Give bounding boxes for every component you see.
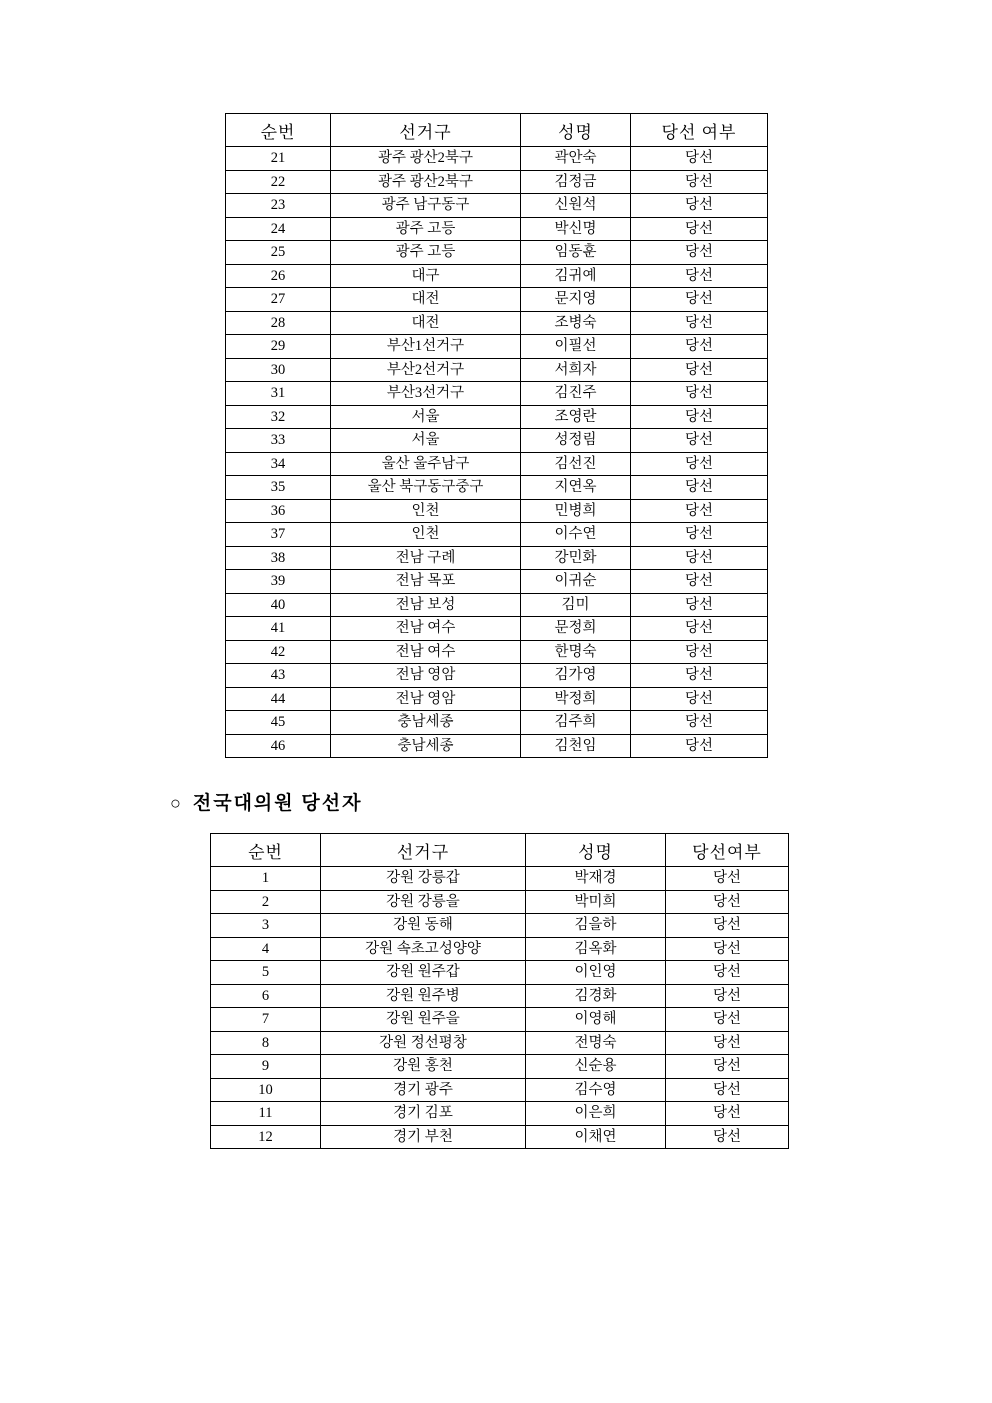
cell-district: 부산3선거구	[331, 382, 521, 406]
cell-result: 당선	[631, 147, 768, 171]
cell-district: 강원 원주병	[321, 984, 526, 1008]
table-2-body	[211, 867, 789, 1149]
cell-name: 곽안숙	[521, 147, 631, 171]
cell-result: 당선	[631, 617, 768, 641]
cell-name: 이은희	[526, 1102, 666, 1126]
cell-name: 이수연	[521, 523, 631, 547]
table-row	[211, 1125, 789, 1149]
cell-name: 강민화	[521, 546, 631, 570]
cell-district: 경기 김포	[321, 1102, 526, 1126]
cell-number: 28	[226, 311, 331, 335]
elected-members-table-1-block	[225, 113, 767, 758]
cell-result: 당선	[666, 984, 789, 1008]
cell-district: 충남세종	[331, 734, 521, 758]
cell-district: 전남 목포	[331, 570, 521, 594]
cell-district: 부산1선거구	[331, 335, 521, 359]
cell-name: 김옥화	[526, 937, 666, 961]
table-row	[226, 217, 768, 241]
table-row	[211, 1102, 789, 1126]
cell-result: 당선	[631, 546, 768, 570]
cell-name: 민병희	[521, 499, 631, 523]
cell-district: 강원 동해	[321, 914, 526, 938]
cell-number: 30	[226, 358, 331, 382]
cell-district: 경기 부천	[321, 1125, 526, 1149]
table-1-header	[226, 114, 768, 147]
cell-name: 지연옥	[521, 476, 631, 500]
cell-number: 26	[226, 264, 331, 288]
cell-result: 당선	[631, 499, 768, 523]
cell-name: 이인영	[526, 961, 666, 985]
cell-result: 당선	[666, 1031, 789, 1055]
cell-number: 4	[211, 937, 321, 961]
cell-result: 당선	[631, 640, 768, 664]
cell-number: 2	[211, 890, 321, 914]
cell-result: 당선	[666, 1078, 789, 1102]
table-row	[211, 1031, 789, 1055]
cell-result: 당선	[666, 937, 789, 961]
table-row	[211, 961, 789, 985]
cell-district: 광주 고등	[331, 217, 521, 241]
table-row	[211, 1078, 789, 1102]
cell-name: 이영해	[526, 1008, 666, 1032]
cell-result: 당선	[631, 217, 768, 241]
cell-district: 전남 영암	[331, 664, 521, 688]
cell-result: 당선	[666, 914, 789, 938]
column-header-name: 성명	[521, 114, 631, 147]
cell-district: 광주 고등	[331, 241, 521, 265]
cell-name: 김주희	[521, 711, 631, 735]
table-row	[226, 194, 768, 218]
cell-result: 당선	[631, 523, 768, 547]
cell-name: 임동훈	[521, 241, 631, 265]
cell-name: 김경화	[526, 984, 666, 1008]
cell-result: 당선	[631, 288, 768, 312]
cell-district: 광주 남구동구	[331, 194, 521, 218]
table-row	[226, 288, 768, 312]
cell-number: 23	[226, 194, 331, 218]
cell-number: 33	[226, 429, 331, 453]
cell-district: 전남 여수	[331, 617, 521, 641]
cell-name: 이귀순	[521, 570, 631, 594]
cell-district: 충남세종	[331, 711, 521, 735]
cell-number: 3	[211, 914, 321, 938]
cell-district: 강원 강릉갑	[321, 867, 526, 891]
cell-number: 9	[211, 1055, 321, 1079]
cell-result: 당선	[666, 1055, 789, 1079]
cell-result: 당선	[666, 1125, 789, 1149]
cell-name: 문지영	[521, 288, 631, 312]
table-row	[211, 984, 789, 1008]
cell-name: 김귀예	[521, 264, 631, 288]
cell-number: 34	[226, 452, 331, 476]
cell-name: 한명숙	[521, 640, 631, 664]
table-header-row	[226, 114, 768, 147]
cell-district: 부산2선거구	[331, 358, 521, 382]
cell-result: 당선	[631, 476, 768, 500]
cell-number: 21	[226, 147, 331, 171]
table-1-body	[226, 147, 768, 758]
cell-name: 박신명	[521, 217, 631, 241]
cell-number: 10	[211, 1078, 321, 1102]
cell-number: 41	[226, 617, 331, 641]
cell-district: 전남 구례	[331, 546, 521, 570]
table-row	[226, 664, 768, 688]
cell-number: 45	[226, 711, 331, 735]
cell-result: 당선	[631, 570, 768, 594]
table-row	[211, 867, 789, 891]
column-header-district: 선거구	[321, 834, 526, 867]
cell-district: 광주 광산2북구	[331, 147, 521, 171]
cell-district: 강원 원주을	[321, 1008, 526, 1032]
cell-number: 24	[226, 217, 331, 241]
cell-district: 인천	[331, 523, 521, 547]
cell-result: 당선	[666, 867, 789, 891]
cell-number: 12	[211, 1125, 321, 1149]
cell-district: 대전	[331, 288, 521, 312]
cell-district: 서울	[331, 405, 521, 429]
cell-name: 문정희	[521, 617, 631, 641]
cell-number: 7	[211, 1008, 321, 1032]
cell-number: 27	[226, 288, 331, 312]
column-header-result: 당선여부	[666, 834, 789, 867]
cell-result: 당선	[631, 382, 768, 406]
cell-name: 전명숙	[526, 1031, 666, 1055]
cell-district: 강원 속초고성양양	[321, 937, 526, 961]
cell-number: 42	[226, 640, 331, 664]
elected-members-table-1	[225, 113, 768, 758]
cell-name: 박정희	[521, 687, 631, 711]
circle-bullet-icon: ○	[170, 793, 183, 813]
table-row	[226, 523, 768, 547]
cell-name: 김수영	[526, 1078, 666, 1102]
column-header-result: 당선 여부	[631, 114, 768, 147]
cell-name: 성정림	[521, 429, 631, 453]
cell-number: 40	[226, 593, 331, 617]
cell-number: 5	[211, 961, 321, 985]
cell-result: 당선	[666, 890, 789, 914]
cell-number: 35	[226, 476, 331, 500]
cell-name: 신원석	[521, 194, 631, 218]
cell-district: 인천	[331, 499, 521, 523]
cell-district: 전남 여수	[331, 640, 521, 664]
table-row	[211, 937, 789, 961]
table-row	[226, 476, 768, 500]
table-row	[211, 914, 789, 938]
cell-result: 당선	[631, 711, 768, 735]
table-row	[226, 687, 768, 711]
cell-district: 울산 북구동구중구	[331, 476, 521, 500]
cell-result: 당선	[666, 1008, 789, 1032]
cell-result: 당선	[631, 429, 768, 453]
table-row	[226, 335, 768, 359]
table-row	[226, 382, 768, 406]
table-row	[226, 546, 768, 570]
cell-district: 광주 광산2북구	[331, 170, 521, 194]
cell-name: 조영란	[521, 405, 631, 429]
cell-result: 당선	[631, 593, 768, 617]
cell-result: 당선	[631, 405, 768, 429]
table-row	[226, 570, 768, 594]
cell-name: 신순용	[526, 1055, 666, 1079]
cell-number: 43	[226, 664, 331, 688]
column-header-number: 순번	[211, 834, 321, 867]
table-row	[226, 405, 768, 429]
cell-district: 전남 영암	[331, 687, 521, 711]
cell-district: 경기 광주	[321, 1078, 526, 1102]
cell-name: 김미	[521, 593, 631, 617]
cell-name: 박미희	[526, 890, 666, 914]
cell-number: 22	[226, 170, 331, 194]
column-header-name: 성명	[526, 834, 666, 867]
cell-district: 강원 정선평창	[321, 1031, 526, 1055]
cell-name: 서희자	[521, 358, 631, 382]
cell-result: 당선	[666, 1102, 789, 1126]
elected-members-table-2	[210, 833, 789, 1149]
cell-name: 이필선	[521, 335, 631, 359]
table-row	[226, 429, 768, 453]
cell-result: 당선	[631, 194, 768, 218]
cell-result: 당선	[631, 734, 768, 758]
cell-result: 당선	[631, 241, 768, 265]
table-row	[226, 593, 768, 617]
cell-result: 당선	[631, 170, 768, 194]
table-row	[226, 499, 768, 523]
table-row	[226, 640, 768, 664]
cell-name: 김진주	[521, 382, 631, 406]
table-row	[226, 711, 768, 735]
cell-number: 1	[211, 867, 321, 891]
cell-name: 이채연	[526, 1125, 666, 1149]
cell-result: 당선	[631, 311, 768, 335]
cell-result: 당선	[631, 358, 768, 382]
cell-name: 조병숙	[521, 311, 631, 335]
table-row	[226, 617, 768, 641]
cell-district: 대구	[331, 264, 521, 288]
cell-district: 서울	[331, 429, 521, 453]
cell-district: 전남 보성	[331, 593, 521, 617]
cell-name: 김선진	[521, 452, 631, 476]
table-row	[226, 734, 768, 758]
column-header-district: 선거구	[331, 114, 521, 147]
cell-number: 37	[226, 523, 331, 547]
cell-number: 25	[226, 241, 331, 265]
cell-number: 29	[226, 335, 331, 359]
table-2-header	[211, 834, 789, 867]
table-row	[226, 452, 768, 476]
section-heading-national-delegates	[170, 788, 362, 815]
cell-number: 46	[226, 734, 331, 758]
cell-number: 39	[226, 570, 331, 594]
section-heading-label: 전국대의원 당선자	[192, 793, 363, 814]
cell-result: 당선	[631, 452, 768, 476]
cell-district: 강원 강릉을	[321, 890, 526, 914]
cell-name: 김을하	[526, 914, 666, 938]
cell-result: 당선	[631, 664, 768, 688]
cell-name: 김가영	[521, 664, 631, 688]
cell-number: 11	[211, 1102, 321, 1126]
cell-district: 강원 홍천	[321, 1055, 526, 1079]
cell-name: 박재경	[526, 867, 666, 891]
column-header-number: 순번	[226, 114, 331, 147]
table-row	[226, 170, 768, 194]
cell-number: 38	[226, 546, 331, 570]
cell-number: 8	[211, 1031, 321, 1055]
table-row	[211, 1055, 789, 1079]
cell-result: 당선	[631, 687, 768, 711]
table-row	[226, 147, 768, 171]
table-row	[211, 890, 789, 914]
table-row	[226, 311, 768, 335]
cell-number: 6	[211, 984, 321, 1008]
cell-district: 울산 울주남구	[331, 452, 521, 476]
cell-result: 당선	[631, 264, 768, 288]
elected-members-table-2-block	[210, 833, 788, 1149]
cell-number: 31	[226, 382, 331, 406]
cell-district: 강원 원주갑	[321, 961, 526, 985]
cell-district: 대전	[331, 311, 521, 335]
table-row	[226, 241, 768, 265]
table-row	[226, 264, 768, 288]
table-row	[211, 1008, 789, 1032]
cell-result: 당선	[666, 961, 789, 985]
cell-number: 32	[226, 405, 331, 429]
cell-result: 당선	[631, 335, 768, 359]
cell-name: 김천임	[521, 734, 631, 758]
table-header-row	[211, 834, 789, 867]
cell-number: 36	[226, 499, 331, 523]
cell-number: 44	[226, 687, 331, 711]
cell-name: 김정금	[521, 170, 631, 194]
table-row	[226, 358, 768, 382]
